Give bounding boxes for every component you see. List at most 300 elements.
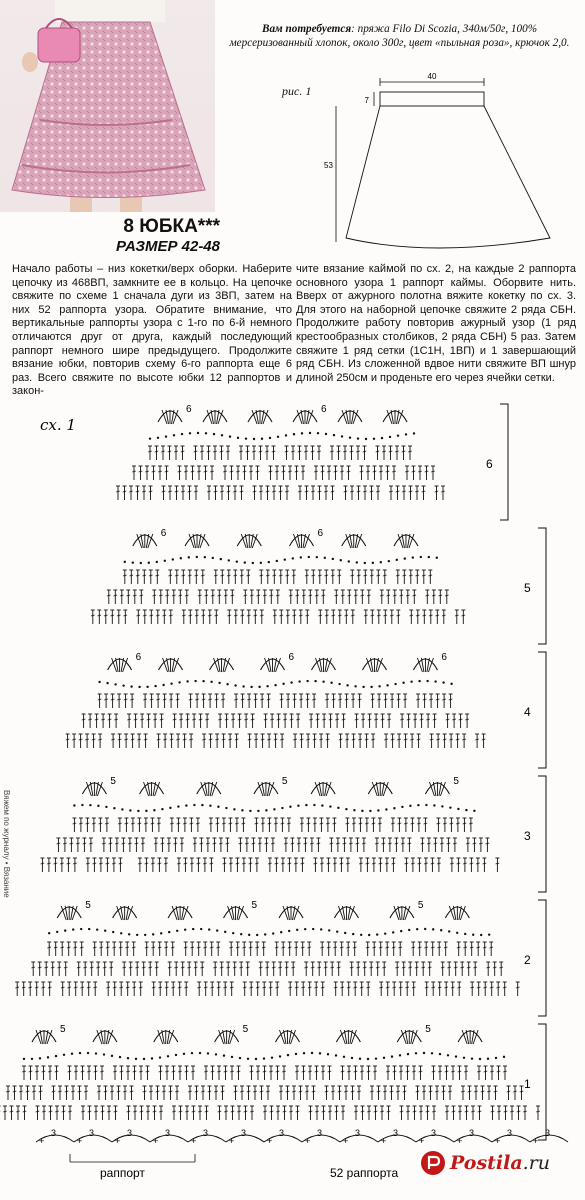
chain-dot [287, 1054, 289, 1056]
chain-dot [240, 933, 242, 935]
stitch-symbol [83, 962, 87, 976]
stitch-symbol [430, 858, 434, 872]
stitch-symbol [495, 858, 499, 872]
stitch-symbol [363, 446, 367, 460]
chain-dot [473, 810, 475, 812]
stitch-symbol [78, 1086, 82, 1100]
stitch-symbol [393, 1066, 397, 1080]
stitch-symbol [483, 982, 487, 996]
chain-dot [480, 934, 482, 936]
stitch-symbol [301, 466, 305, 480]
stitch-symbol [458, 1066, 462, 1080]
stitch-symbol [373, 1066, 377, 1080]
stitch-symbol [394, 838, 398, 852]
stitch-symbol [410, 734, 414, 748]
stitch-symbol [82, 838, 86, 852]
stitch-symbol [149, 570, 153, 584]
stitch-symbol [160, 714, 164, 728]
chain-dot [201, 804, 203, 806]
stitch-symbol [209, 818, 213, 832]
stitch-symbol [461, 610, 465, 624]
stitch-symbol [35, 982, 39, 996]
stitch-symbol [281, 942, 285, 956]
stitch-symbol [412, 982, 416, 996]
chain-dot [137, 810, 139, 812]
stitch-symbol [214, 486, 218, 500]
chain-dot [433, 804, 435, 806]
stitch-symbol [437, 858, 441, 872]
stitch-symbol [86, 858, 90, 872]
chain-dot [245, 437, 247, 439]
stitch-symbol [213, 962, 217, 976]
stitch-symbol [239, 962, 243, 976]
stitch-symbol [301, 942, 305, 956]
stitch-symbol [324, 570, 328, 584]
chain-dot [113, 807, 115, 809]
chain-dot [348, 560, 350, 562]
stitch-symbol [442, 1086, 446, 1100]
chain-dot [349, 436, 351, 438]
stitch-symbol [477, 1066, 481, 1080]
shell-symbol [279, 906, 303, 920]
base-arc-symbol [150, 1128, 188, 1146]
chain-dot [122, 684, 124, 686]
stitch-symbol [259, 962, 263, 976]
stitch-symbol [203, 858, 207, 872]
stitch-symbol [420, 838, 424, 852]
stitch-symbol [48, 1066, 52, 1080]
stitch-symbol [497, 1066, 501, 1080]
stitch-symbol [233, 486, 237, 500]
materials-lead: Вам потребуется [261, 23, 352, 35]
chain-dot [98, 681, 100, 683]
stitch-symbol [247, 1086, 251, 1100]
shell-symbol [261, 658, 285, 672]
stitch-symbol [371, 818, 375, 832]
chain-dot [383, 1057, 385, 1059]
section-number: 5 [524, 581, 531, 595]
stitch-symbol [275, 942, 279, 956]
stitch-symbol [445, 1066, 449, 1080]
stitch-symbol [343, 446, 347, 460]
stitch-symbol [279, 610, 283, 624]
stitch-symbol [269, 590, 273, 604]
chain-dot [244, 561, 246, 563]
svg-text:+: + [457, 1136, 463, 1146]
chain-dot [165, 435, 167, 437]
stitch-symbol [235, 818, 239, 832]
stitch-symbol [120, 1066, 124, 1080]
stitch-symbol [314, 982, 318, 996]
chain-dot [370, 686, 372, 688]
stitch-symbol [187, 962, 191, 976]
stitch-symbol [112, 942, 116, 956]
stitch-symbol [420, 714, 424, 728]
stitch-symbol [208, 1086, 212, 1100]
stitch-symbol [149, 1086, 153, 1100]
stitch-symbol [48, 982, 52, 996]
stitch-symbol [191, 1066, 195, 1080]
stitch-symbol [503, 982, 507, 996]
stitch-symbol [328, 1106, 332, 1120]
stitch-symbol [384, 734, 388, 748]
chart-section-6 [116, 404, 445, 500]
crochet-chart [0, 392, 585, 1182]
stitch-symbol [258, 838, 262, 852]
svg-text:+: + [533, 1136, 539, 1146]
stitch-symbol [110, 610, 114, 624]
stitch-symbol [417, 818, 421, 832]
stitch-symbol [377, 694, 381, 708]
stitch-symbol [188, 610, 192, 624]
stitch-symbol [422, 610, 426, 624]
chain-dot [292, 557, 294, 559]
stitch-symbol [114, 714, 118, 728]
shell-symbol [445, 906, 469, 920]
section-bracket [538, 1024, 546, 1140]
chain-dot [314, 680, 316, 682]
stitch-symbol [181, 446, 185, 460]
stitch-symbol [407, 838, 411, 852]
svg-text:+: + [153, 1136, 159, 1146]
stitch-symbol [390, 1086, 394, 1100]
stitch-symbol [277, 714, 281, 728]
stitch-symbol [107, 1106, 111, 1120]
base-arc-symbol [340, 1128, 378, 1146]
stitch-symbol [204, 982, 208, 996]
stitch-symbol [118, 818, 122, 832]
stitch-symbol [478, 1106, 482, 1120]
stitch-symbol [195, 694, 199, 708]
chain-dot [424, 928, 426, 930]
stitch-symbol [316, 838, 320, 852]
stitch-symbol [449, 694, 453, 708]
stitch-symbol [213, 446, 217, 460]
stitch-symbol [484, 1066, 488, 1080]
chain-dot [124, 561, 126, 563]
stitch-symbol [406, 590, 410, 604]
chain-dot [47, 1056, 49, 1058]
stitch-symbol [139, 982, 143, 996]
stitch-symbol [163, 734, 167, 748]
stitch-symbol [399, 982, 403, 996]
stitch-symbol [151, 942, 155, 956]
chain-dot [359, 1058, 361, 1060]
stitch-symbol [113, 590, 117, 604]
stitch-symbol [470, 942, 474, 956]
chain-dot [356, 561, 358, 563]
stitch-symbol [77, 962, 81, 976]
stitch-symbol [338, 694, 342, 708]
stitch-symbol [325, 610, 329, 624]
chain-dot [463, 1057, 465, 1059]
stitch-symbol [354, 1106, 358, 1120]
stitch-symbol [169, 610, 173, 624]
stitch-symbol [236, 942, 240, 956]
chain-dot [300, 556, 302, 558]
stitch-symbol [116, 486, 120, 500]
stitch-symbol [301, 982, 305, 996]
chain-dot [274, 684, 276, 686]
stitch-symbol [194, 486, 198, 500]
chain-dot [410, 680, 412, 682]
stitch-symbol [106, 942, 110, 956]
stitch-symbol [293, 694, 297, 708]
stitch-symbol [98, 818, 102, 832]
chain-dot [202, 680, 204, 682]
stitch-symbol [416, 694, 420, 708]
stitch-symbol [205, 714, 209, 728]
stitch-symbol [431, 982, 435, 996]
stitch-symbol [523, 1106, 527, 1120]
stitch-symbol [193, 838, 197, 852]
stitch-symbol [234, 694, 238, 708]
stitch-symbol [345, 734, 349, 748]
stitch-symbol [222, 858, 226, 872]
section-number: 2 [524, 953, 531, 967]
chain-dot [231, 1056, 233, 1058]
shell-count: 5 [453, 776, 459, 787]
stitch-symbol [479, 838, 483, 852]
stitch-symbol [467, 962, 471, 976]
stitch-symbol [288, 982, 292, 996]
stitch-symbol [172, 1106, 176, 1120]
stitch-symbol [317, 446, 321, 460]
stitch-symbol [220, 486, 224, 500]
stitch-symbol [513, 1086, 517, 1100]
stitch-symbol [145, 466, 149, 480]
stitch-symbol [245, 838, 249, 852]
stitch-symbol [115, 838, 119, 852]
stitch-symbol [370, 610, 374, 624]
chain-dot [412, 556, 414, 558]
chain-dot [352, 933, 354, 935]
chain-dot [213, 433, 215, 435]
stitch-symbol [290, 714, 294, 728]
stitch-symbol [51, 962, 55, 976]
stitch-symbol [473, 962, 477, 976]
chain-dot [364, 562, 366, 564]
stitch-symbol [184, 942, 188, 956]
stitch-symbol [210, 466, 214, 480]
chain-dot [149, 437, 151, 439]
chain-dot [425, 804, 427, 806]
stitch-symbol [388, 838, 392, 852]
stitch-symbol [392, 942, 396, 956]
chain-dot [223, 1054, 225, 1056]
stitch-symbol [347, 590, 351, 604]
stitch-symbol [248, 734, 252, 748]
chain-dot [121, 808, 123, 810]
stitch-symbol [474, 1086, 478, 1100]
stitch-symbol [190, 942, 194, 956]
stitch-symbol [242, 858, 246, 872]
stitch-symbol [218, 714, 222, 728]
stitch-symbol [476, 858, 480, 872]
stitch-symbol [246, 446, 250, 460]
stitch-symbol [443, 818, 447, 832]
stitch-symbol [341, 590, 345, 604]
svg-text:+: + [343, 1136, 349, 1146]
stitch-symbol [486, 962, 490, 976]
chain-dot [440, 929, 442, 931]
stitch-symbol [140, 1106, 144, 1120]
chain-dot [160, 932, 162, 934]
stitch-symbol [122, 962, 126, 976]
stitch-symbol [314, 466, 318, 480]
stitch-symbol [381, 838, 385, 852]
stitch-symbol [350, 570, 354, 584]
stitch-symbol [344, 486, 348, 500]
stitch-symbol [355, 714, 359, 728]
stitch-symbol [152, 466, 156, 480]
stitch-symbol [410, 818, 414, 832]
stitch-symbol [168, 962, 172, 976]
stitch-symbol [456, 734, 460, 748]
stitch-symbol [132, 982, 136, 996]
shell-count: 6 [288, 652, 295, 663]
stitch-symbol [81, 1106, 85, 1120]
chain-dot [277, 436, 279, 438]
stitch-symbol [224, 1106, 228, 1120]
stitch-symbol [469, 818, 473, 832]
stitch-symbol [198, 590, 202, 604]
stitch-symbol [146, 1066, 150, 1080]
chain-dot [106, 682, 108, 684]
stitch-symbol [304, 962, 308, 976]
stitch-symbol [188, 570, 192, 584]
chain-dot [172, 558, 174, 560]
stitch-symbol [317, 962, 321, 976]
stitch-symbol [430, 734, 434, 748]
stitch-symbol [110, 1086, 114, 1100]
shell-symbol [93, 1030, 117, 1044]
stitch-symbol [262, 982, 266, 996]
stitch-symbol [106, 982, 110, 996]
chain-dot [183, 1053, 185, 1055]
stitch-symbol [94, 1066, 98, 1080]
chart-section-brackets [486, 404, 546, 1140]
stitch-symbol [136, 610, 140, 624]
chain-dot [253, 438, 255, 440]
section-number: 6 [486, 457, 493, 471]
chain-dot [341, 435, 343, 437]
stitch-symbol [227, 610, 231, 624]
stitch-symbol [425, 982, 429, 996]
stitch-symbol [148, 962, 152, 976]
stitch-symbol [96, 962, 100, 976]
svg-text:3: 3 [165, 1128, 171, 1138]
chain-dot [197, 432, 199, 434]
stitch-symbol [376, 486, 380, 500]
stitch-symbol [400, 714, 404, 728]
stitch-symbol [493, 962, 497, 976]
stitch-symbol [165, 466, 169, 480]
stitch-symbol [254, 818, 258, 832]
stitch-symbol [246, 570, 250, 584]
stitch-symbol [464, 1066, 468, 1080]
stitch-symbol [124, 818, 128, 832]
stitch-symbol [36, 1106, 40, 1120]
stitch-symbol [259, 446, 263, 460]
chain-dot [104, 930, 106, 932]
stitch-symbol [308, 982, 312, 996]
shell-count: 5 [85, 900, 91, 911]
stitch-symbol [72, 734, 76, 748]
stitch-symbol [382, 962, 386, 976]
chain-dot [404, 557, 406, 559]
stitch-symbol [142, 962, 146, 976]
shell-symbol [248, 410, 272, 424]
pattern-title: 8 ЮБКА*** [123, 216, 220, 237]
stitch-symbol [507, 1086, 511, 1100]
stitch-symbol [15, 982, 19, 996]
base-arc-symbol [226, 1128, 264, 1146]
stitch-symbol [175, 570, 179, 584]
chain-dot [417, 804, 419, 806]
stitch-symbol [339, 858, 343, 872]
stitch-symbol [412, 1066, 416, 1080]
chain-dot [71, 1053, 73, 1055]
stitch-symbol [292, 610, 296, 624]
stitch-symbol [379, 982, 383, 996]
chain-dot [391, 1055, 393, 1057]
stitch-symbol [361, 1106, 365, 1120]
stitch-symbol [256, 982, 260, 996]
stitch-symbol [313, 818, 317, 832]
stitch-symbol [334, 590, 338, 604]
chain-dot [128, 933, 130, 935]
chain-dot [216, 929, 218, 931]
stitch-symbol [318, 570, 322, 584]
chain-dot [311, 1052, 313, 1054]
stitch-symbol [250, 590, 254, 604]
stitch-symbol [234, 610, 238, 624]
stitch-symbol [97, 610, 101, 624]
stitch-symbol [340, 982, 344, 996]
stitch-symbol [416, 1086, 420, 1100]
chain-dot [290, 681, 292, 683]
stitch-symbol [117, 694, 121, 708]
chain-dot [457, 808, 459, 810]
stitch-symbol [217, 982, 221, 996]
stitch-symbol [390, 694, 394, 708]
stitch-symbol [139, 590, 143, 604]
stitch-symbol [355, 838, 359, 852]
chain-dot [167, 1055, 169, 1057]
stitch-symbol [101, 714, 105, 728]
stitch-symbol [305, 1086, 309, 1100]
stitch-symbol [331, 1086, 335, 1100]
stitch-symbol [129, 962, 133, 976]
stitch-symbol [217, 1066, 221, 1080]
stitch-symbol [266, 1086, 270, 1100]
chain-dot [268, 561, 270, 563]
chain-dot [351, 1057, 353, 1059]
stitch-symbol [56, 838, 60, 852]
stitch-symbol [449, 818, 453, 832]
stitch-symbol [490, 1066, 494, 1080]
stitch-symbol [140, 714, 144, 728]
shell-symbol [336, 1030, 360, 1044]
stitch-symbol [306, 818, 310, 832]
stitch-symbol [164, 858, 168, 872]
chain-dot [140, 562, 142, 564]
chain-dot [73, 804, 75, 806]
stitch-symbol [113, 1066, 117, 1080]
stitch-symbol [395, 962, 399, 976]
stitch-symbol [163, 694, 167, 708]
